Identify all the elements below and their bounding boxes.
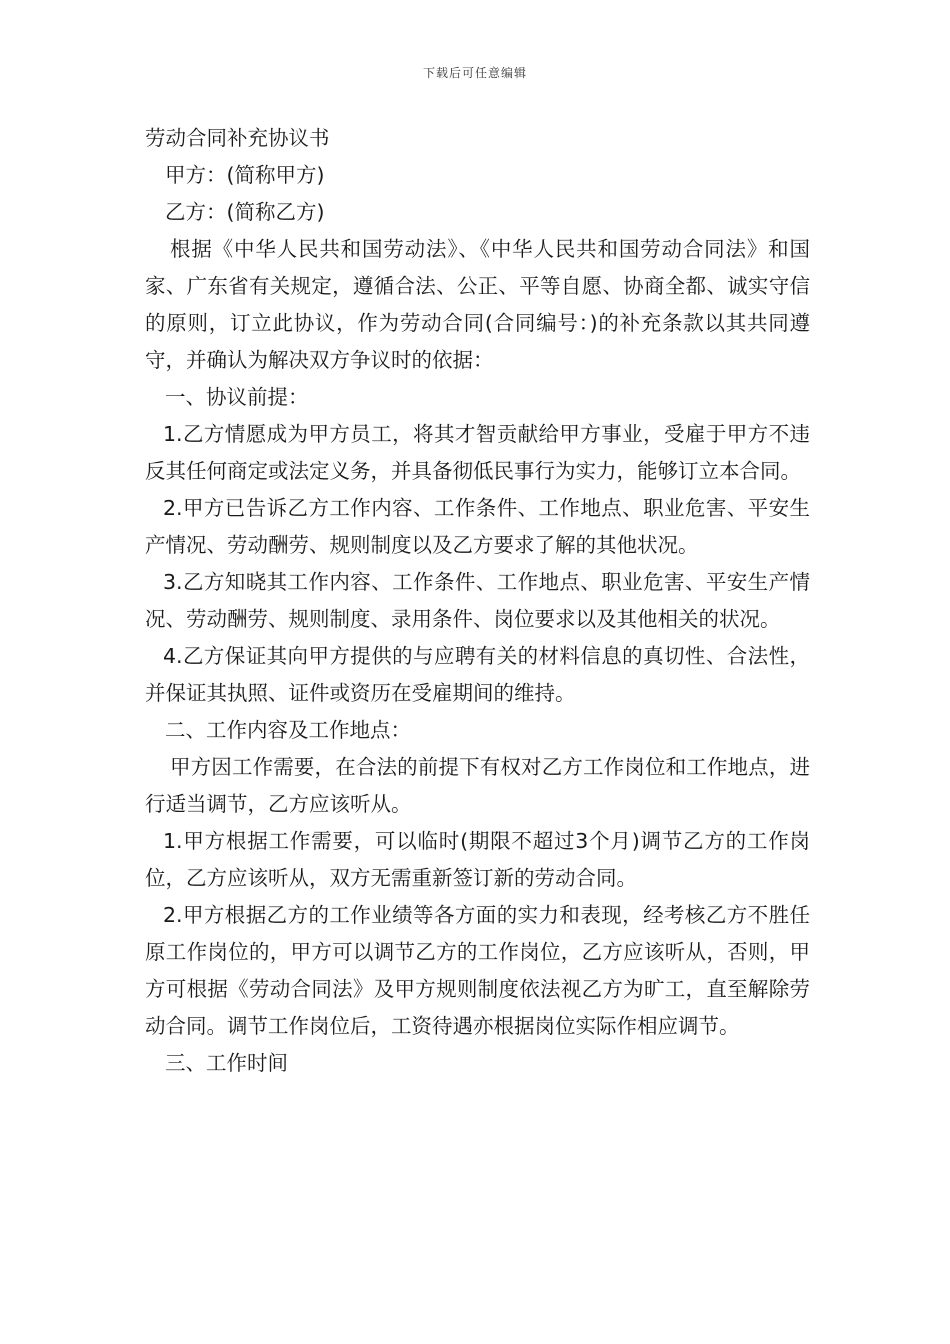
party-a-line: 甲方：(简称甲方)	[165, 163, 325, 187]
section-2-intro: 甲方因工作需要，在合法的前提下有权对乙方工作岗位和工作地点，进行适当调节，乙方应该听从。	[145, 755, 810, 816]
section-1-item-1: 1.乙方情愿成为甲方员工，将其才智贡献给甲方事业，受雇于甲方不违反其任何商定或法定义务，并具备彻低民事行为实力，能够订立本合同。	[145, 422, 810, 483]
section-1-item-3: 3.乙方知晓其工作内容、工作条件、工作地点、职业危害、平安生产情况、劳动酬劳、规则制度、录用条件、岗位要求以及其他相关的状况。	[145, 570, 810, 631]
section-3-heading: 三、工作时间	[165, 1051, 288, 1075]
section-2-item-2: 2.甲方根据乙方的工作业绩等各方面的实力和表现，经考核乙方不胜任原工作岗位的，甲方可以调节乙方的工作岗位，乙方应该听从，否则，甲方可根据《劳动合同法》及甲方规则制度依法视乙方为旷工，直至解除劳动合同。调节工作岗位后，工资待遇亦根据岗位实际作相应调节。	[145, 903, 810, 1038]
party-b-line: 乙方：(简称乙方)	[165, 200, 325, 224]
section-2-heading: 二、工作内容及工作地点：	[165, 718, 411, 742]
section-1-item-2: 2.甲方已告诉乙方工作内容、工作条件、工作地点、职业危害、平安生产情况、劳动酬劳、规则制度以及乙方要求了解的其他状况。	[145, 496, 810, 557]
page-header-note: 下载后可任意编辑	[422, 66, 527, 80]
section-1-heading: 一、协议前提：	[165, 385, 309, 409]
document-body	[145, 120, 810, 1082]
document-title: 劳动合同补充协议书	[145, 126, 330, 150]
section-2-item-1: 1.甲方根据工作需要，可以临时(期限不超过3个月)调节乙方的工作岗位，乙方应该听从，双方无需重新签订新的劳动合同。	[145, 829, 810, 890]
section-1-item-4: 4.乙方保证其向甲方提供的与应聘有关的材料信息的真切性、合法性，并保证其执照、证件或资历在受雇期间的维持。	[145, 644, 810, 705]
intro-paragraph: 根据《中华人民共和国劳动法》、《中华人民共和国劳动合同法》和国家、广东省有关规定，遵循合法、公正、平等自愿、协商全都、诚实守信的原则，订立此协议，作为劳动合同(合同编号：)的补充条款以其共同遵守，并确认为解决双方争议时的依据：	[145, 237, 810, 372]
